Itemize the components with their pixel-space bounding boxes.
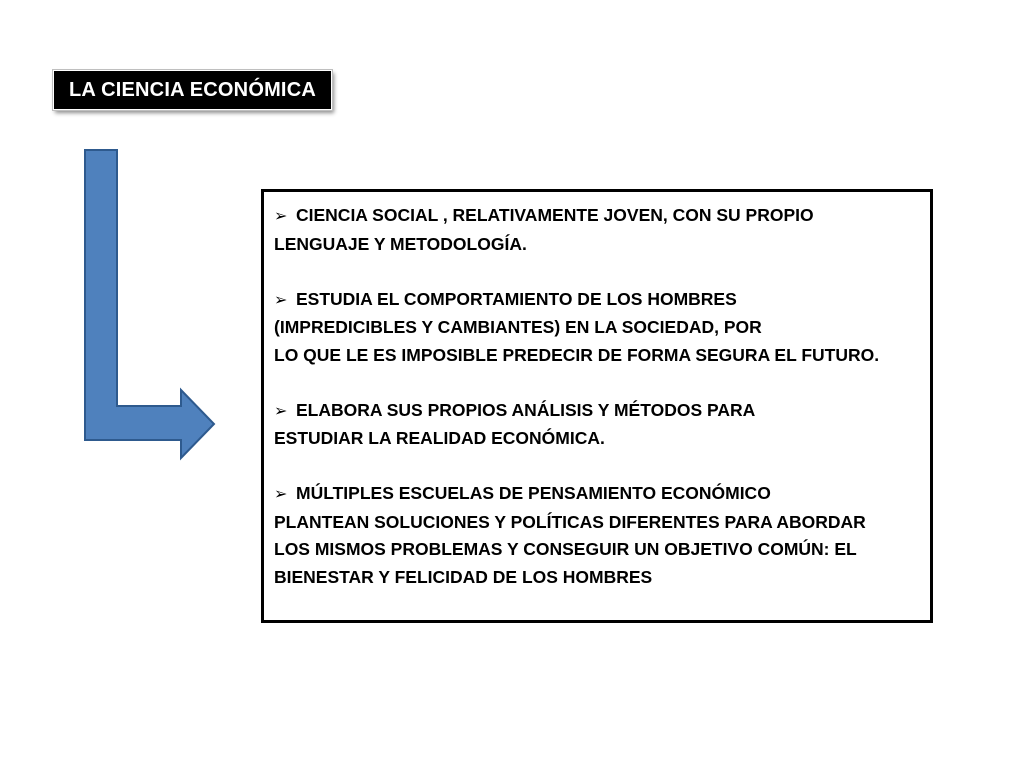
bullet-line: LENGUAJE Y METODOLOGÍA.: [274, 233, 527, 254]
arrow-bullet-icon: ➢: [274, 208, 288, 225]
content-box: [261, 189, 933, 623]
bullet-line: LO QUE LE ES IMPOSIBLE PREDECIR DE FORMA SEGURA EL FUTURO.: [274, 344, 880, 365]
bullet-item: [274, 286, 920, 370]
bullet-line: PLANTEAN SOLUCIONES Y POLÍTICAS DIFERENTES PARA ABORDAR: [274, 511, 866, 532]
bullet-line: CIENCIA SOCIAL , RELATIVAMENTE JOVEN, CON SU PROPIO: [296, 205, 814, 225]
bullet-line: ELABORA SUS PROPIOS ANÁLISIS Y MÉTODOS PARA: [296, 399, 756, 420]
bullet-line: ESTUDIAR LA REALIDAD ECONÓMICA.: [274, 428, 605, 448]
bent-arrow-shape: [85, 150, 214, 458]
bullet-line: BIENESTAR Y FELICIDAD DE LOS HOMBRES: [274, 566, 653, 587]
bullet-item: [274, 397, 920, 453]
arrow-bullet-icon: ➢: [274, 486, 288, 503]
bullet-line: MÚLTIPLES ESCUELAS DE PENSAMIENTO ECONÓMICO: [296, 483, 771, 503]
bullet-item: [274, 480, 920, 591]
slide-title-text: LA CIENCIA ECONÓMICA: [69, 78, 316, 101]
slide-title: [53, 70, 332, 110]
arrow-bullet-icon: ➢: [274, 402, 288, 420]
bullet-item: [274, 202, 920, 258]
arrow-bullet-icon: ➢: [274, 291, 288, 309]
bent-arrow-icon: [78, 142, 223, 467]
bullet-line: LOS MISMOS PROBLEMAS Y CONSEGUIR UN OBJETIVO COMÚN: EL: [274, 539, 857, 559]
bullet-line: (IMPREDICIBLES Y CAMBIANTES) EN LA SOCIEDAD, POR: [274, 317, 762, 337]
bullet-line: ESTUDIA EL COMPORTAMIENTO DE LOS HOMBRES: [296, 288, 737, 309]
